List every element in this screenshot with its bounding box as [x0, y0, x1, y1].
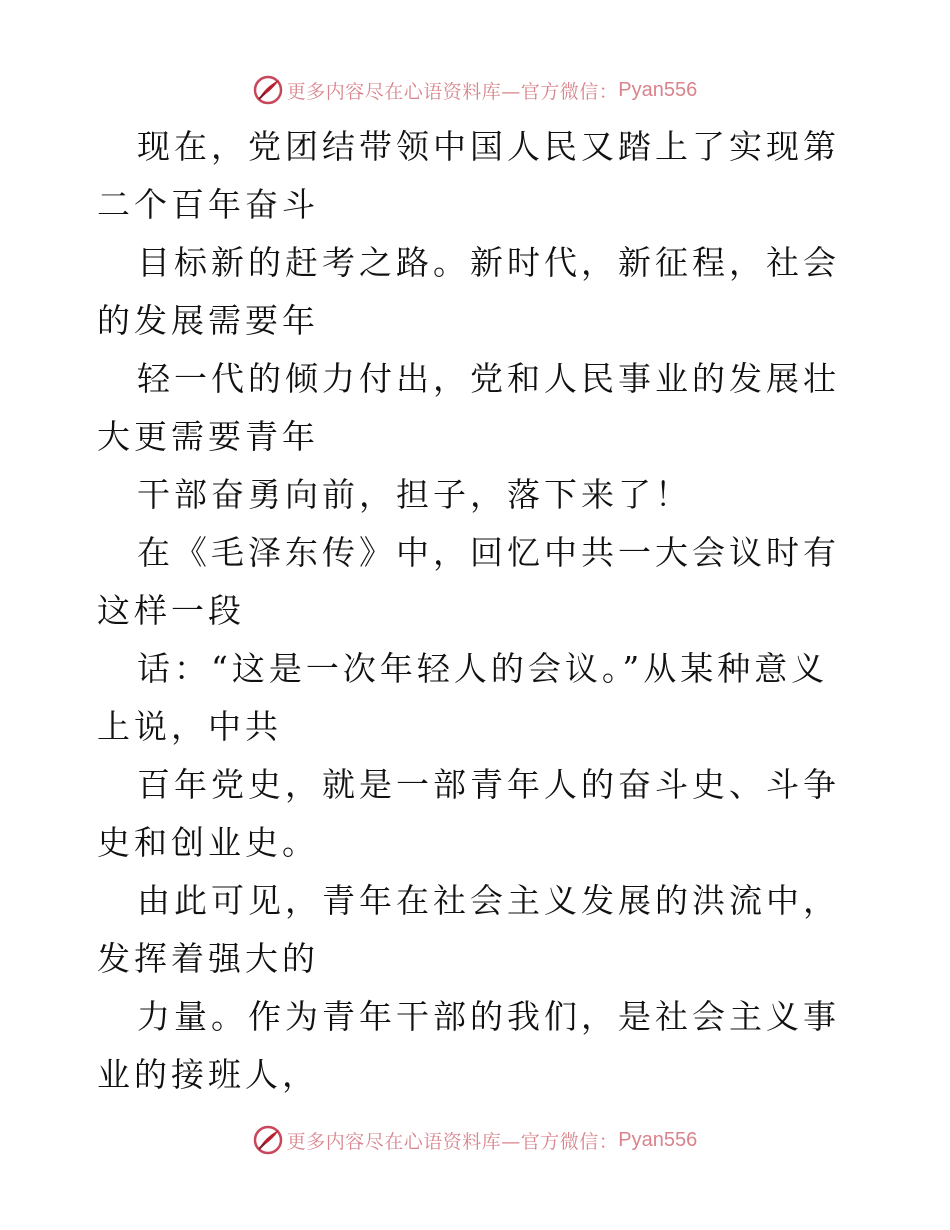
paragraph: 轻一代的倾力付出，党和人民事业的发展壮大更需要青年 — [97, 359, 840, 456]
banner-text: 更多内容尽在心语资料库—官方微信： — [286, 1130, 619, 1153]
paragraph: 百年党史，就是一部青年人的奋斗史、斗争史和创业史。 — [97, 765, 840, 862]
footer-banner — [0, 1120, 950, 1160]
paragraph: 由此可见，青年在社会主义发展的洪流中，发挥着强大的 — [97, 881, 840, 978]
paragraph: 力量。作为青年干部的我们，是社会主义事业的接班人， — [97, 997, 840, 1094]
wechat-id: Pyan556 — [618, 1128, 698, 1151]
paragraph: 目标新的赶考之路。新时代，新征程，社会的发展需要年 — [97, 243, 840, 340]
document-body — [97, 118, 857, 1104]
feather-pen-logo-icon — [253, 1125, 283, 1155]
paragraph: 干部奋勇向前，担子，落下来了！ — [137, 475, 692, 514]
feather-pen-logo-icon — [253, 75, 283, 105]
paragraph: 在《毛泽东传》中，回忆中共一大会议时有这样一段 — [97, 533, 840, 630]
paragraph: 话：“这是一次年轻人的会议。”从某种意义上说，中共 — [97, 649, 829, 746]
banner-text: 更多内容尽在心语资料库—官方微信： — [286, 80, 619, 103]
header-banner — [0, 70, 950, 110]
paragraph: 现在，党团结带领中国人民又踏上了实现第二个百年奋斗 — [97, 127, 840, 224]
wechat-id: Pyan556 — [618, 78, 698, 101]
